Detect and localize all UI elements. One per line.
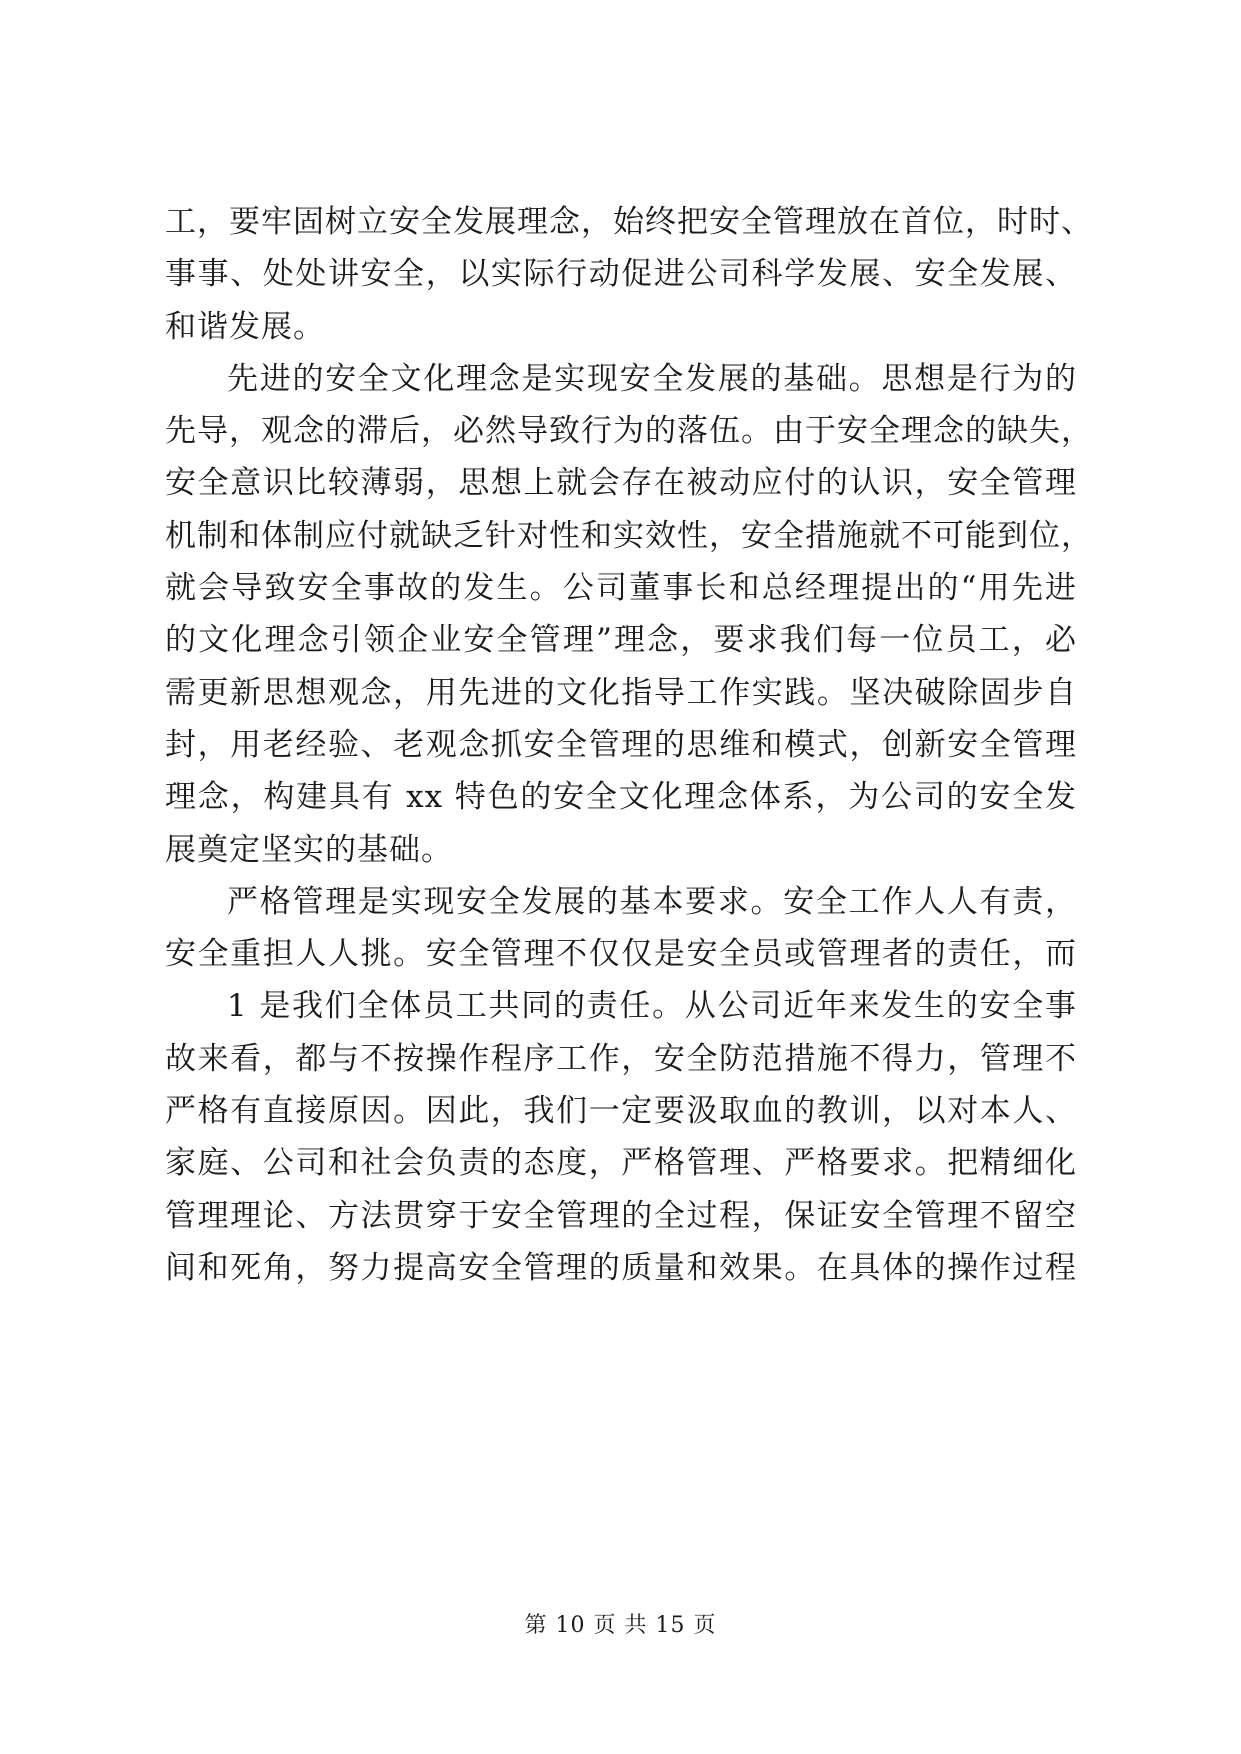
text-line: 严格有直接原因。因此，我们一定要汲取血的教训，以对本人、 <box>165 1093 1077 1130</box>
text-line: 需更新思想观念，用先进的文化指导工作实践。坚决破除固步自 <box>165 674 1077 711</box>
text-line: 展奠定坚实的基础。 <box>165 831 453 868</box>
text-line: 间和死角，努力提高安全管理的质量和效果。在具体的操作过程 <box>165 1249 1077 1286</box>
text-line: 机制和体制应付就缺乏针对性和实效性，安全措施就不可能到位， <box>165 517 1093 554</box>
text-line: 封，用老经验、老观念抓安全管理的思维和模式，创新安全管理 <box>165 726 1077 763</box>
text-line: 安全意识比较薄弱，思想上就会存在被动应付的认识，安全管理 <box>165 465 1077 502</box>
text-line: 先导，观念的滞后，必然导致行为的落伍。由于安全理念的缺失， <box>165 413 1093 450</box>
text-line: 和谐发展。 <box>165 308 325 345</box>
text-line: 理念，构建具有 xx 特色的安全文化理念体系，为公司的安全发 <box>165 779 1077 816</box>
text-line: 家庭、公司和社会负责的态度，严格管理、严格要求。把精细化 <box>165 1145 1077 1182</box>
text-line: 事事、处处讲安全，以实际行动促进公司科学发展、安全发展、 <box>165 256 1077 293</box>
text-line: 1 是我们全体员工共同的责任。从公司近年来发生的安全事 <box>227 988 1077 1025</box>
text-line: 严格管理是实现安全发展的基本要求。安全工作人人有责， <box>227 883 1077 920</box>
text-line: 故来看，都与不按操作程序工作，安全防范措施不得力，管理不 <box>165 1040 1077 1077</box>
text-line: 先进的安全文化理念是实现安全发展的基础。思想是行为的 <box>227 360 1077 397</box>
text-line: 的文化理念引领企业安全管理”理念，要求我们每一位员工，必 <box>165 622 1077 659</box>
text-line: 工，要牢固树立安全发展理念，始终把安全管理放在首位，时时、 <box>165 204 1093 240</box>
text-line: 安全重担人人挑。安全管理不仅仅是安全员或管理者的责任，而 <box>165 936 1077 973</box>
body-text <box>165 196 1093 1294</box>
text-line: 管理理论、方法贯穿于安全管理的全过程，保证安全管理不留空 <box>165 1197 1077 1234</box>
page-footer: 第 10 页 共 15 页 <box>524 1613 717 1638</box>
text-line: 就会导致安全事故的发生。公司董事长和总经理提出的“用先进 <box>165 570 1077 607</box>
